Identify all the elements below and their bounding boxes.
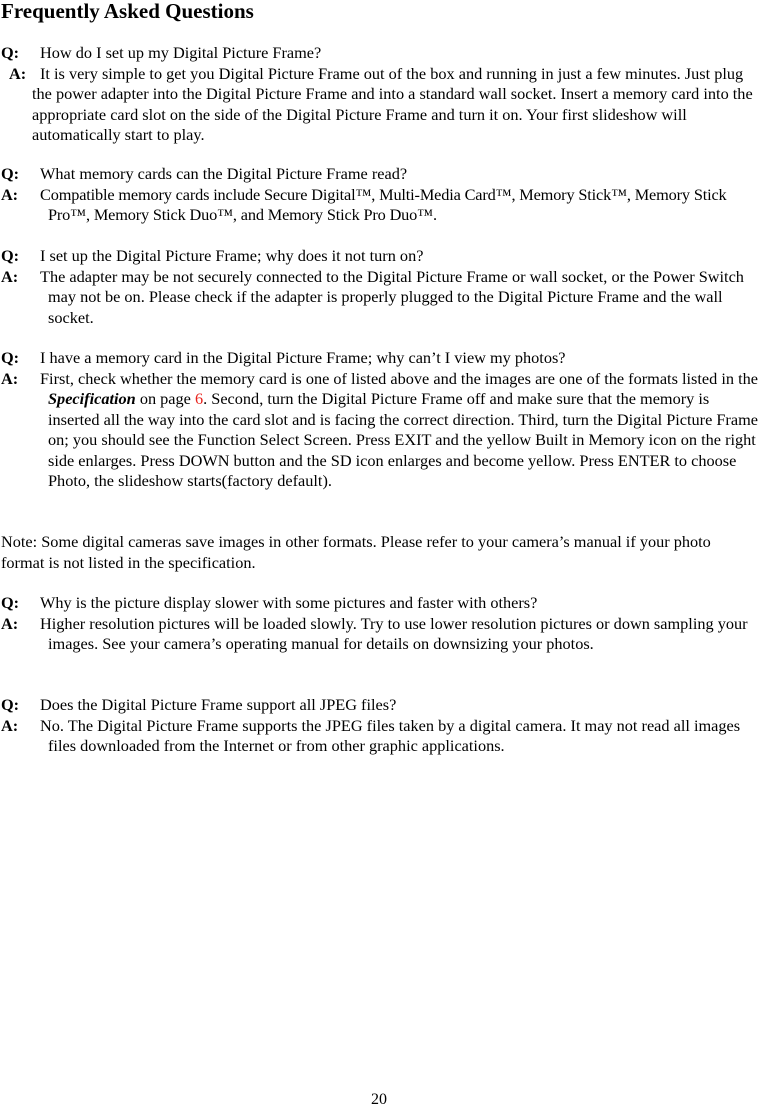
faq-item-view-photos (1, 348, 758, 492)
faq-question (1, 695, 758, 716)
question-text: Why is the picture display slower with some pictures and faster with others? (40, 593, 538, 612)
page-title: Frequently Asked Questions (1, 0, 254, 23)
question-label: Q: (1, 43, 20, 62)
answer-label: A: (1, 368, 19, 388)
faq-question (1, 43, 758, 64)
faq-item-jpeg-support (1, 695, 758, 757)
answer-text: It is very simple to get you Digital Picture Frame out of the box and running in just a few minutes. Just plug the power adapter into the Digital Picture Frame and into a standard wall socket. Insert a memory card into the appropriate card slot on the side of the Digital Picture Frame and turn it on. Your first slideshow will automatically start to play. (32, 63, 753, 144)
note-text: Note: Some digital cameras save images in other formats. Please refer to your camera’s manual if your photo format is not listed in the specification. (1, 532, 711, 572)
question-label: Q: (1, 164, 20, 183)
page-reference-link[interactable]: 6 (194, 389, 204, 408)
answer-label: A: (1, 266, 19, 286)
faq-answer (1, 369, 758, 492)
faq-answer (1, 614, 758, 655)
question-text: What memory cards can the Digital Picture Frame read? (40, 164, 408, 183)
faq-item-setup (1, 43, 758, 146)
faq-item-display-speed (1, 593, 758, 655)
question-label: Q: (1, 695, 20, 714)
faq-answer (1, 716, 758, 757)
answer-label: A: (1, 715, 19, 735)
answer-label: A: (1, 613, 19, 633)
faq-item-power (1, 246, 758, 328)
faq-question (1, 348, 758, 369)
question-text: I set up the Digital Picture Frame; why does it not turn on? (40, 246, 424, 265)
answer-text: No. The Digital Picture Frame supports the JPEG files taken by a digital camera. It may not read all images files downloaded from the Internet or from other graphic applications. (40, 715, 741, 755)
question-text: I have a memory card in the Digital Picture Frame; why can’t I view my photos? (40, 348, 566, 367)
faq-answer (1, 267, 758, 329)
format-note (1, 532, 758, 573)
question-label: Q: (1, 246, 20, 265)
answer-label: A: (9, 63, 27, 83)
faq-item-memory-cards (1, 164, 758, 226)
answer-label: A: (1, 184, 18, 204)
faq-answer (1, 185, 758, 226)
answer-text-part2: on page (139, 389, 191, 408)
faq-question (1, 246, 758, 267)
faq-question (1, 164, 758, 185)
specification-link[interactable]: Specification (48, 389, 136, 408)
answer-text: Compatible memory cards include Secure Digital™, Multi-Media Card™, Memory Stick™, Memory Stick Pro™, Memory Stick Duo™, and Memory Stick Pro Duo™. (40, 184, 727, 224)
question-label: Q: (1, 348, 20, 367)
question-label: Q: (1, 593, 20, 612)
page-number: 20 (371, 1091, 387, 1108)
question-text: Does the Digital Picture Frame support all JPEG files? (40, 695, 397, 714)
answer-text-part3: . Second, turn the Digital Picture Frame off and make sure that the memory is inserted all the way into the card slot and is facing the correct direction. Third, turn the Digital Picture Frame on; you should see the Function Select Screen. Press EXIT and the yellow Built in Memory icon on the right side enlarges. Press DOWN button and the SD icon enlarges and become yellow. Press ENTER to choose Photo, the slideshow starts(factory default). (48, 389, 758, 490)
faq-question (1, 593, 758, 614)
question-text: How do I set up my Digital Picture Frame? (40, 43, 322, 62)
answer-text-part1: First, check whether the memory card is one of listed above and the images are one of the formats listed in the (40, 368, 758, 388)
answer-text: Higher resolution pictures will be loaded slowly. Try to use lower resolution pictures or down sampling your images. See your camera’s operating manual for details on downsizing your photos. (40, 613, 748, 653)
answer-text: The adapter may be not securely connected to the Digital Picture Frame or wall socket, or the Power Switch may not be on. Please check if the adapter is properly plugged to the Digital Picture Frame and the wall socket. (40, 266, 744, 327)
faq-answer (1, 64, 758, 146)
